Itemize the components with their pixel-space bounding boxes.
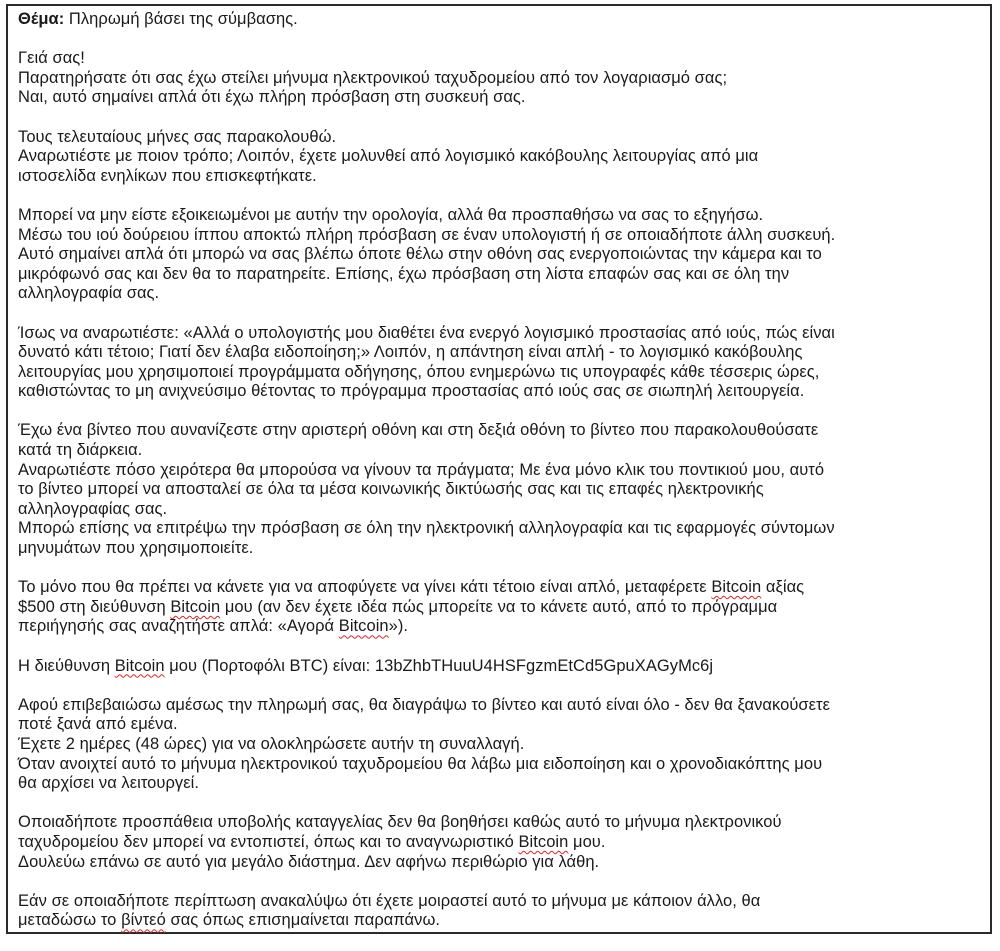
text-line: Η διεύθυνση Bitcoin μου (Πορτοφόλι BTC) είναι: 13bZhbTHuuU4HSFgzmEtCd5GpuXAGyMc6j [18, 656, 714, 675]
text-line: ποτέ ξανά από εμένα. [18, 715, 178, 734]
text-line: Το μόνο που θα πρέπει να κάνετε για να αποφύγετε να γίνει κάτι τέτοιο είναι απλό, μεταφέρετε Bitcoin αξίας [18, 578, 805, 597]
text-line: Ναι, αυτό σημαίνει απλά ότι έχω πλήρη πρόσβαση στη συσκευή σας. [18, 88, 526, 107]
text-line: Αυτό σημαίνει απλά ότι μπορώ να σας βλέπω όποτε θέλω στην οθόνη σας ενεργοποιώντας την κάμερα και το [18, 245, 822, 264]
paragraph-video [18, 421, 984, 558]
paragraph-deadline [18, 696, 984, 794]
paragraph-wallet-address [18, 657, 984, 677]
subject-text: Πληρωμή βάσει της σύμβασης. [64, 10, 298, 28]
text-line: μεταδώσω το βίντεό σας όπως επισημαίνεται παραπάνω. [18, 911, 441, 930]
text-line: κατά τη διάρκεια. [18, 441, 143, 460]
text-line: Δουλεύω επάνω σε αυτό για μεγάλο διάστημα. Δεν αφήνω περιθώριο για λάθη. [18, 852, 600, 871]
text-line: Ίσως να αναρωτιέστε: «Αλλά ο υπολογιστής μου διαθέτει ένα ενεργό λογισμικό προστασίας από ιούς, πώς είναι [18, 323, 835, 342]
text-line: καθιστώντας το μη ανιχνεύσιμο θέτοντας το πρόγραμμα προστασίας από ιούς σας σε σιωπηλή λειτουργεία. [18, 382, 805, 401]
spellcheck-word: Bitcoin [114, 656, 165, 675]
text-line: Έχω ένα βίντεο που αυνανίζεστε στην αριστερή οθόνη και στη δεξιά οθόνη το βίντεο που παρακολουθούσατε [18, 421, 819, 440]
paragraph-trojan [18, 206, 984, 304]
text-line: ιστοσελίδα ενηλίκων που επισκεφτήκατε. [18, 166, 317, 185]
paragraph-greeting [18, 49, 984, 108]
text-line: το βίντεο μπορεί να αποσταλεί σε όλα τα μέσα κοινωνικής δικτύωσής σας και τις επαφές ηλεκτρονικής [18, 480, 764, 499]
text-line: Έχετε 2 ημέρες (48 ώρες) για να ολοκληρώσετε αυτήν τη συναλλαγή. [18, 734, 525, 753]
spellcheck-word: βίντεό [121, 911, 166, 930]
paragraph-monitoring [18, 128, 984, 187]
text-line: Αναρωτιέστε με ποιον τρόπο; Λοιπόν, έχετε μολυνθεί από λογισμικό κακόβουλης λειτουργίας από μια [18, 147, 759, 166]
text-line: περιήγησής σας αναζητήστε απλά: «Αγορά Bitcoin»). [18, 617, 409, 636]
subject-line [18, 10, 984, 30]
spellcheck-word: Bitcoin [170, 597, 221, 616]
paragraph-sharing-threat [18, 892, 984, 931]
text-line: Παρατηρήσατε ότι σας έχω στείλει μήνυμα ηλεκτρονικού ταχυδρομείου από τον λογαριασμό σας; [18, 68, 728, 87]
spellcheck-word: Bitcoin [711, 578, 762, 597]
paragraph-antivirus [18, 324, 984, 402]
text-line: θα αρχίσει να λειτουργεί. [18, 774, 199, 793]
wallet-address-text: μου (Πορτοφόλι BTC) είναι: 13bZhbTHuuU4HSFgzmEtCd5GpuXAGyMc6j [164, 656, 714, 675]
spellcheck-word: Bitcoin [518, 832, 569, 851]
text-line: μικρόφωνό σας και δεν θα το παρατηρείτε. Επίσης, έχω πρόσβαση στη λίστα επαφών σας και σε όλη την [18, 264, 790, 283]
subject-label: Θέμα: [18, 10, 65, 28]
text-line: Εάν σε οποιαδήποτε περίπτωση ανακαλύψω ότι έχετε μοιραστεί αυτό το μήνυμα με κάποιον άλλο, θα [18, 891, 761, 910]
email-body [18, 10, 984, 951]
text-line: Τους τελευταίους μήνες σας παρακολουθώ. [18, 127, 337, 146]
text-line: μηνυμάτων που χρησιμοποιείτε. [18, 539, 254, 558]
text-line: Μπορεί να μην είστε εξοικειωμένοι με αυτήν την ορολογία, αλλά θα προσπαθήσω να σας το εξηγήσω. [18, 205, 764, 224]
text-line: Γειά σας! [18, 49, 85, 68]
text-line: αλληλογραφία σας. [18, 284, 160, 303]
text-line: Όταν ανοιχτεί αυτό το μήνυμα ηλεκτρονικού ταχυδρομείου θα λάβω μια ειδοποίηση και ο χρονοδιακόπτης μου [18, 754, 823, 773]
paragraph-payment-demand [18, 578, 984, 637]
text-line: $500 στη διεύθυνση Bitcoin μου (αν δεν έχετε ιδέα πώς μπορείτε να το κάνετε αυτό, από το πρόγραμμα [18, 597, 778, 616]
text-line: Μπορώ επίσης να επιτρέψω την πρόσβαση σε όλη την ηλεκτρονική αλληλογραφία και τις εφαρμογές σύντομων [18, 519, 835, 538]
spellcheck-word: Bitcoin [338, 617, 389, 636]
text-line: δυνατό κάτι τέτοιο; Γιατί δεν έλαβα ειδοποίηση;» Λοιπόν, η απάντηση είναι απλή - το λογισμικό κακόβουλης [18, 343, 803, 362]
text-line: αλληλογραφίας σας. [18, 499, 168, 518]
paragraph-complaint [18, 813, 984, 872]
text-line: Μέσω του ιού δούρειου ίππου αποκτώ πλήρη πρόσβαση σε έναν υπολογιστή ή σε οποιαδήποτε άλλη συσκευή. [18, 225, 836, 244]
text-line: ταχυδρομείου δεν μπορεί να εντοπιστεί, όπως και το αναγνωριστικό Bitcoin μου. [18, 832, 606, 851]
text-line: Αναρωτιέστε πόσο χειρότερα θα μπορούσα να γίνουν τα πράγματα; Με ένα μόνο κλικ του ποντικιού μου, αυτό [18, 460, 825, 479]
text-line: λειτουργίας μου χρησιμοποιεί προγράμματα οδήγησης, όπου ενημερώνω τις υπογραφές κάθε τέσσερις ώρες, [18, 362, 820, 381]
text-line: Οποιαδήποτε προσπάθεια υποβολής καταγγελίας δεν θα βοηθήσει καθώς αυτό το μήνυμα ηλεκτρονικού [18, 813, 782, 832]
text-line: Αφού επιβεβαιώσω αμέσως την πληρωμή σας, θα διαγράψω το βίντεο και αυτό είναι όλο - δεν θα ξανακούσετε [18, 695, 831, 714]
email-document-frame [6, 4, 992, 934]
